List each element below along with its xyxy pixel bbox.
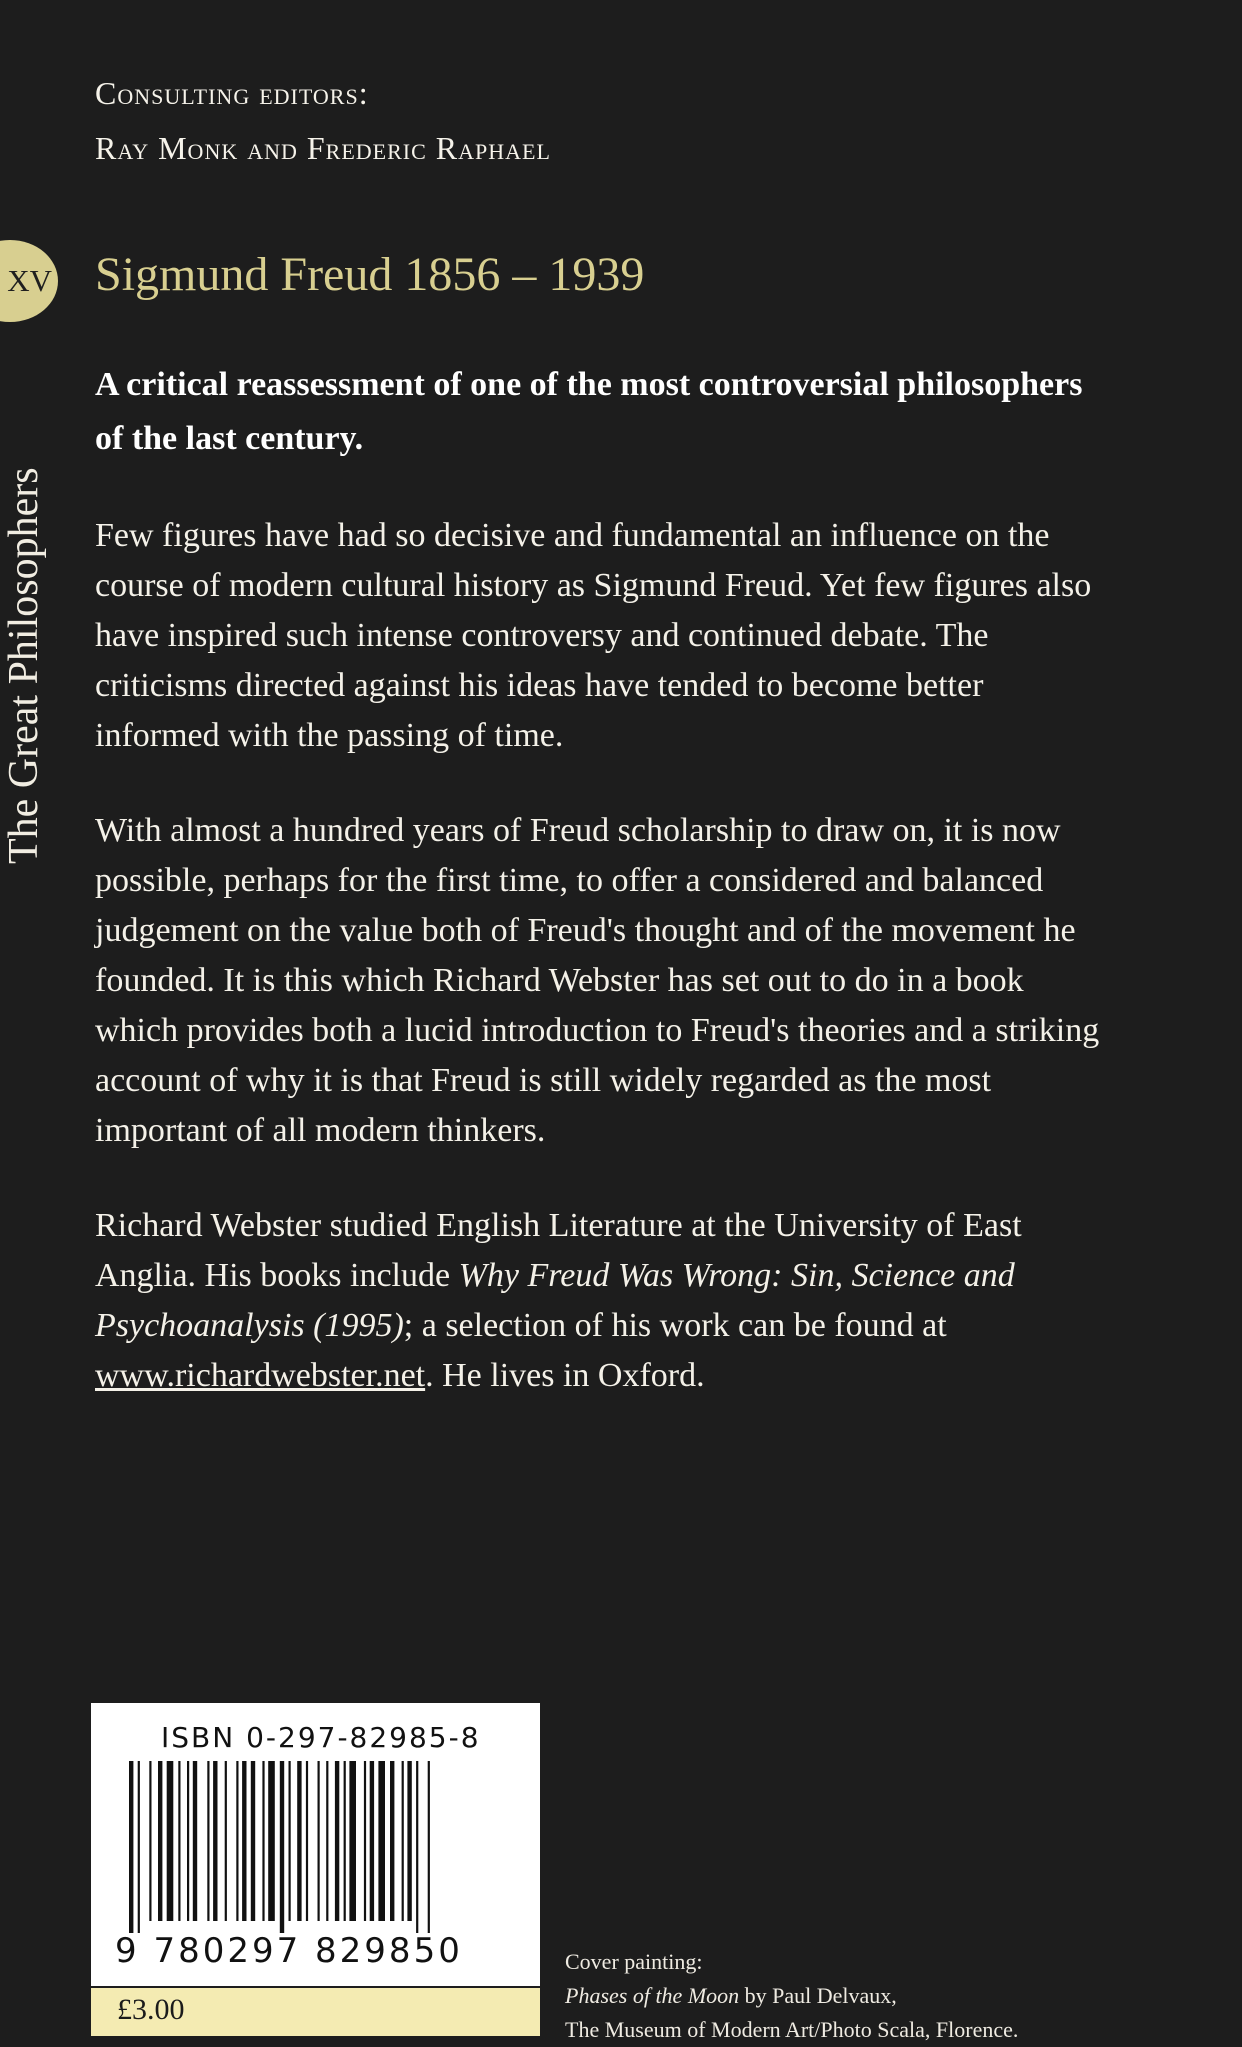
barcode-bar xyxy=(225,1761,227,1921)
author-bio xyxy=(95,1201,1115,1401)
author-bio-text-1: Richard Webster studied English Literature at the University of East Anglia. His books include xyxy=(95,1207,1022,1294)
barcode-bar xyxy=(280,1761,284,1933)
barcode-bars xyxy=(121,1761,521,1933)
barcode-bar xyxy=(390,1761,394,1921)
barcode-bar xyxy=(262,1761,264,1921)
barcode-bar xyxy=(207,1761,209,1921)
blurb xyxy=(95,358,1115,1401)
cover-credit-painting-line xyxy=(565,1979,1235,2013)
barcode-bar xyxy=(251,1761,255,1921)
cover-credit-label: Cover painting: xyxy=(565,1949,703,1974)
series-number: XV xyxy=(7,263,52,298)
price-strip xyxy=(91,1986,540,2036)
barcode-bar xyxy=(318,1761,320,1921)
barcode-bar xyxy=(326,1761,328,1921)
barcode-bar xyxy=(370,1761,374,1921)
barcode-bar xyxy=(416,1761,418,1933)
barcode-bar xyxy=(297,1761,301,1921)
blurb-paragraph-2: With almost a hundred years of Freud scholarship to draw on, it is now possible, perhaps for the first time, to offer a considered and balanced judgement on the value both of Freud's thought and of the movement he founded. It is this which Richard Webster has set out to do in a book which provides both a lucid introduction to Freud's theories and a striking account of why it is that Freud is still widely regarded as the most important of all modern thinkers. xyxy=(95,812,1100,1149)
series-title-vertical: The Great Philosophers xyxy=(1,467,47,864)
barcode-bar xyxy=(349,1761,356,1921)
barcode-box xyxy=(91,1703,540,2016)
barcode-bar xyxy=(129,1761,133,1933)
editors-names: Ray Monk and Frederic Raphael xyxy=(95,130,551,166)
book-title: Sigmund Freud 1856 – 1939 xyxy=(95,248,645,301)
barcode-bar xyxy=(242,1761,246,1921)
painting-title: Phases of the Moon xyxy=(565,1983,740,2008)
author-website-link[interactable]: www.richardwebster.net xyxy=(95,1357,426,1394)
barcode-bar xyxy=(167,1761,174,1921)
barcode-digits: 9 780297 829850 xyxy=(115,1931,463,1971)
series-number-badge xyxy=(0,240,58,322)
barcode-bar xyxy=(149,1761,151,1921)
barcode-bar xyxy=(213,1761,217,1921)
barcode-bar xyxy=(187,1761,189,1921)
barcode-bar xyxy=(335,1761,339,1921)
consulting-editors xyxy=(95,66,795,176)
barcode-bar xyxy=(193,1761,197,1921)
barcode-bar xyxy=(344,1761,346,1921)
blurb-paragraph-1: Few figures have had so decisive and fundamental an influence on the course of modern cultural history as Sigmund Freud. Yet few figures also have inspired such intense controversy and continued debate. The criticisms directed against his ideas have tended to become better informed with the passing of time. xyxy=(95,517,1092,754)
barcode-bar xyxy=(236,1761,238,1921)
barcode-bar xyxy=(289,1761,291,1921)
barcode-bar xyxy=(364,1761,366,1921)
barcode-bar xyxy=(138,1761,140,1933)
painting-artist: by Paul Delvaux, xyxy=(739,1983,897,2008)
barcode-bar xyxy=(268,1761,275,1921)
barcode-bar xyxy=(428,1761,430,1933)
cover-credit xyxy=(565,1945,1235,2047)
barcode-bar xyxy=(158,1761,162,1921)
price-label: £3.00 xyxy=(117,1993,185,2026)
editors-heading: Consulting editors: xyxy=(95,75,369,111)
barcode-bar xyxy=(407,1761,411,1921)
barcode-bar xyxy=(178,1761,180,1921)
barcode-bar xyxy=(402,1761,404,1921)
author-book-title: Why Freud Was Wrong: Sin, Science and Psychoanalysis (1995) xyxy=(95,1257,1015,1344)
isbn-label: ISBN 0-297-82985-8 xyxy=(161,1721,481,1754)
barcode-bar xyxy=(306,1761,308,1921)
author-bio-text-2: ; a selection of his work can be found at xyxy=(403,1307,947,1344)
tagline: A critical reassessment of one of the most controversial philosophers of the last century. xyxy=(95,366,1083,457)
barcode-bar xyxy=(378,1761,385,1921)
author-bio-text-3: . He lives in Oxford. xyxy=(425,1357,705,1394)
cover-credit-museum: The Museum of Modern Art/Photo Scala, Florence. xyxy=(565,2017,1019,2042)
